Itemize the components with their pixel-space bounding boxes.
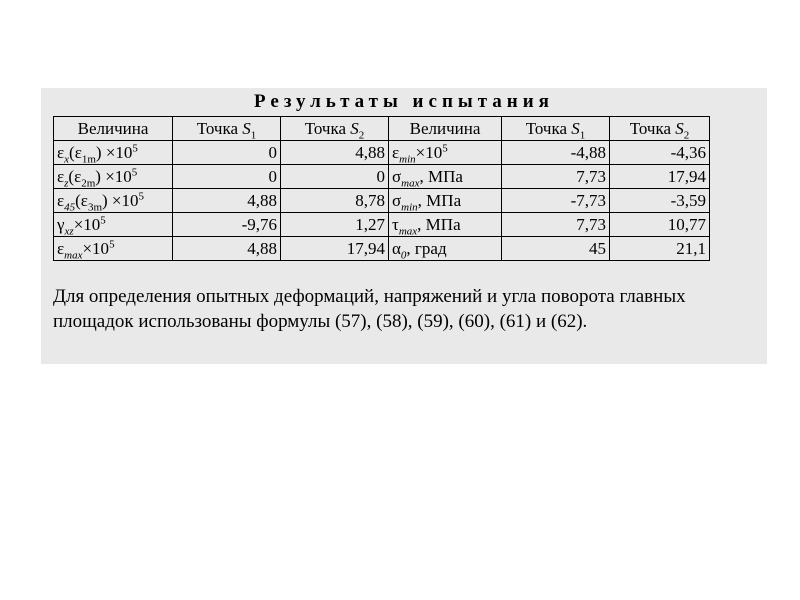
header-row xyxy=(54,117,710,141)
point-s1-value-cell: -7,73 xyxy=(502,189,610,213)
quantity-label-cell: $\varepsilon_{45}(\varepsilon_{3m}) \times 10^5$ xyxy=(54,189,173,213)
point-s2-value-cell: 17,94 xyxy=(610,165,710,189)
point-s2-value-cell: 10,77 xyxy=(610,213,710,237)
table-row xyxy=(54,141,710,165)
quantity-label-cell: $\gamma_{xz}\times 10^5$ xyxy=(54,213,173,237)
point-s1-value-cell: 0 xyxy=(173,165,281,189)
column-header: Величина xyxy=(54,117,173,141)
quantity-label-cell: $\sigma_{min}$, МПа xyxy=(389,189,502,213)
point-s1-value-cell: 7,73 xyxy=(502,165,610,189)
point-s1-value-cell: 4,88 xyxy=(173,189,281,213)
column-header: Величина xyxy=(389,117,502,141)
quantity-label-cell: $\varepsilon_z(\varepsilon_{2m}) \times 10^5$ xyxy=(54,165,173,189)
point-s2-value-cell: 17,94 xyxy=(281,237,389,261)
quantity-label-cell: $\alpha_0$, град xyxy=(389,237,502,261)
quantity-label-cell: $\varepsilon_x(\varepsilon_{1m}) \times 10^5$ xyxy=(54,141,173,165)
point-s1-value-cell: -9,76 xyxy=(173,213,281,237)
point-s1-value-cell: 0 xyxy=(173,141,281,165)
point-s2-value-cell: 0 xyxy=(281,165,389,189)
column-header: Точка $S_1$ xyxy=(502,117,610,141)
quantity-label-cell: $\varepsilon_{min}\times 10^5$ xyxy=(389,141,502,165)
point-s1-value-cell: -4,88 xyxy=(502,141,610,165)
caption-text: Для определения опытных деформаций, напряжений и угла поворота главных площадок использованы формулы (57), (58), (59), (60), (61) и (62). xyxy=(53,286,686,332)
table-row xyxy=(54,189,710,213)
table-title: Результаты испытания xyxy=(254,91,554,112)
column-header: Точка $S_1$ xyxy=(173,117,281,141)
quantity-label-cell: $\tau_{max}$, МПа xyxy=(389,213,502,237)
table-row xyxy=(54,213,710,237)
column-header: Точка $S_2$ xyxy=(610,117,710,141)
results-table xyxy=(53,116,710,261)
point-s2-value-cell: -3,59 xyxy=(610,189,710,213)
results-panel xyxy=(41,88,767,364)
column-header: Точка $S_2$ xyxy=(281,117,389,141)
quantity-label-cell: $\varepsilon_{max}\times 10^5$ xyxy=(54,237,173,261)
point-s1-value-cell: 45 xyxy=(502,237,610,261)
quantity-label-cell: $\sigma_{max}$, МПа xyxy=(389,165,502,189)
point-s2-value-cell: -4,36 xyxy=(610,141,710,165)
table-row xyxy=(54,165,710,189)
table-row xyxy=(54,237,710,261)
point-s2-value-cell: 1,27 xyxy=(281,213,389,237)
point-s1-value-cell: 7,73 xyxy=(502,213,610,237)
point-s2-value-cell: 21,1 xyxy=(610,237,710,261)
point-s2-value-cell: 4,88 xyxy=(281,141,389,165)
point-s1-value-cell: 4,88 xyxy=(173,237,281,261)
point-s2-value-cell: 8,78 xyxy=(281,189,389,213)
